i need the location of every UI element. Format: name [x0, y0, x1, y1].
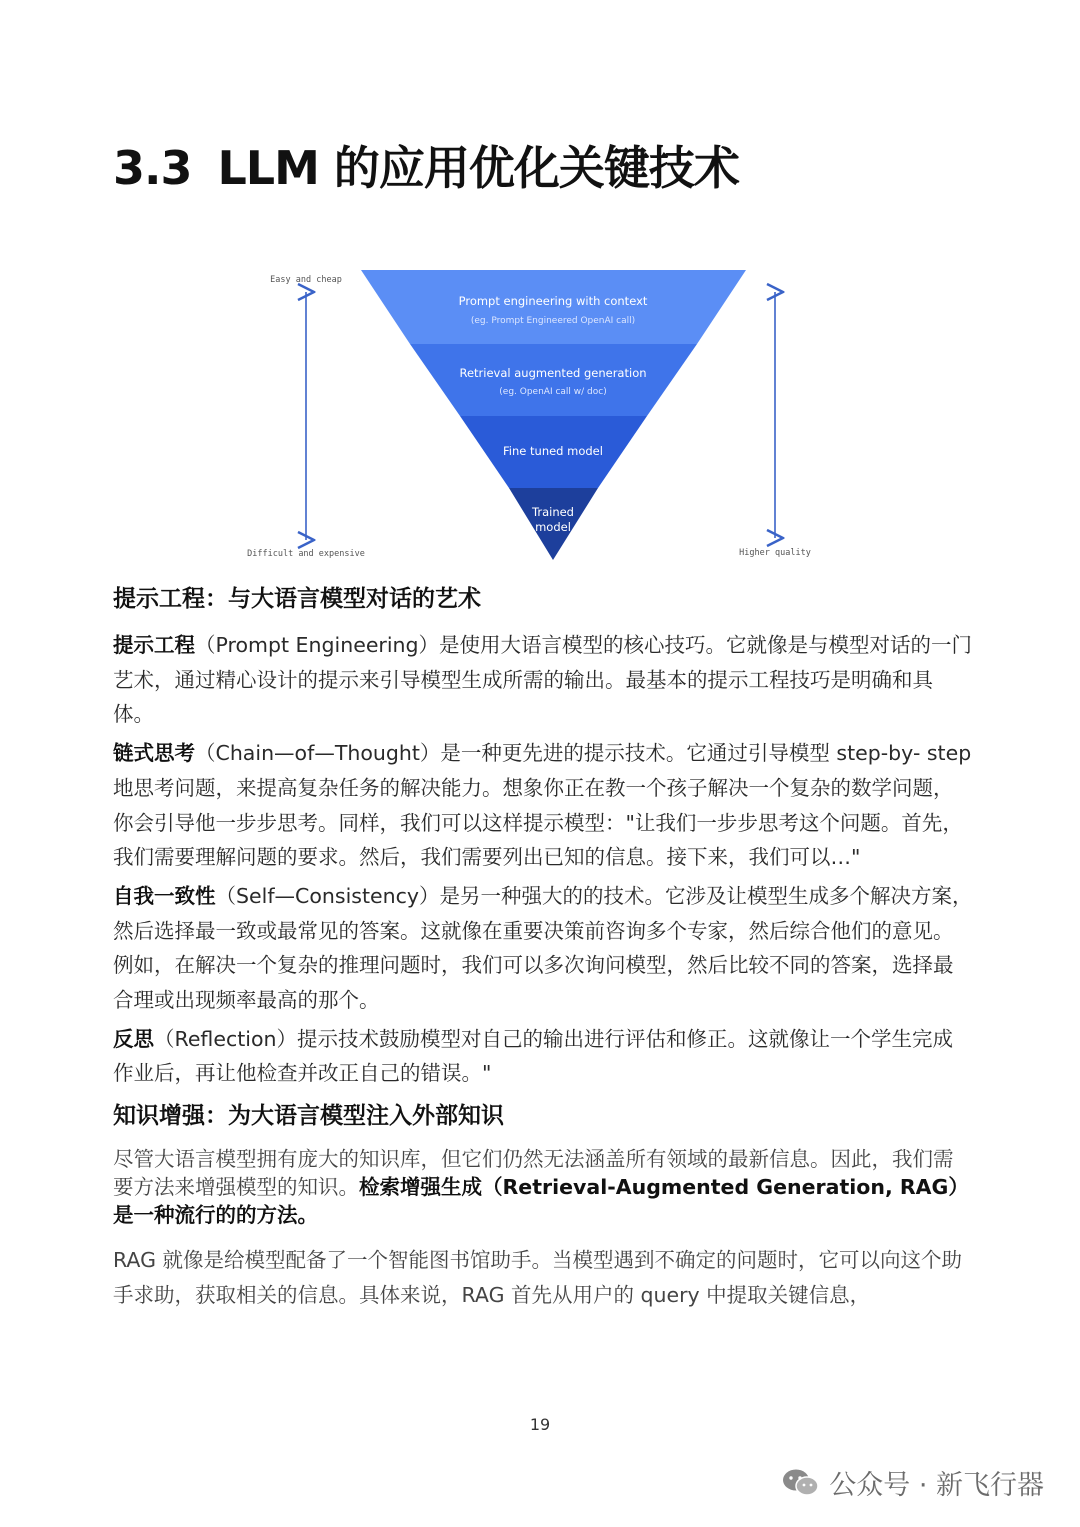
label-higher-quality: Higher quality	[739, 548, 811, 558]
paragraph-chain-of-thought: 链式思考（Chain—of—Thought）是一种更先进的提示技术。它通过引导模型 step-by- step 地思考问题，来提高复杂任务的解决能力。想象你正在教一个孩子解决一个复杂的数学问题，你会引导他一步步思考。同样，我们可以这样提示模型："让我们一步步思考这个问题。首先，我们需要理解问题的要求。然后，我们需要列出已知的信息。接下来，我们可以…"	[113, 741, 972, 870]
paragraph-rag: RAG 就像是给模型配备了一个智能图书馆助手。当模型遇到不确定的问题时，它可以向这个助手求助，获取相关的信息。具体来说，RAG 首先从用户的 query 中提取关键信息，	[113, 1248, 962, 1307]
tier2-subtitle: (eg. OpenAI call w/ doc)	[499, 387, 607, 397]
article-body	[113, 578, 973, 1317]
term-reflection: 反思	[113, 1026, 154, 1051]
section-number: 3.3	[113, 141, 192, 195]
wechat-icon	[781, 1467, 821, 1499]
tier2-title: Retrieval augmented generation	[459, 366, 647, 380]
tier1-subtitle: (eg. Prompt Engineered OpenAI call)	[470, 316, 636, 326]
tier3-title: Fine tuned model	[503, 444, 603, 458]
term-rag: 检索增强生成（Retrieval-Augmented Generation, RAG）是一种流行的的方法。	[113, 1175, 969, 1228]
tier-rag	[410, 344, 697, 416]
label-difficult-expensive: Difficult and expensive	[247, 549, 365, 559]
page-number: 19	[529, 1415, 551, 1434]
paragraph-prompt-engineering: 提示工程（Prompt Engineering）是使用大语言模型的核心技巧。它就像是与模型对话的一门艺术，通过精心设计的提示来引导模型生成所需的输出。最基本的提示工程技巧是明确和具体。	[113, 633, 973, 727]
label-easy-cheap: Easy and cheap	[270, 275, 342, 285]
watermark	[781, 1463, 1044, 1502]
term-self-consistency: 自我一致性	[113, 883, 216, 908]
paragraph-self-consistency: 自我一致性（Self—Consistency）是另一种强大的的技术。它涉及让模型生成多个解决方案，然后选择最一致或最常见的答案。这就像在重要决策前咨询多个专家，然后综合他们的意见。例如，在解决一个复杂的推理问题时，我们可以多次询问模型，然后比较不同的答案，选择最合理或出现频率最高的那个。	[113, 883, 973, 1013]
section1-heading: 提示工程：与大语言模型对话的艺术	[113, 586, 481, 612]
watermark-text: 公众号 · 新飞行器	[829, 1470, 1044, 1501]
term-chain-of-thought: 链式思考	[113, 741, 195, 766]
paragraph-reflection: 反思（Reflection）提示技术鼓励模型对自己的输出进行评估和修正。这就像让一个学生完成作业后，再让他检查并改正自己的错误。"	[113, 1026, 953, 1086]
tier4-subtitle: model	[535, 520, 571, 534]
term-prompt-engineering: 提示工程	[113, 633, 195, 657]
optimization-pyramid-diagram	[0, 0, 1080, 580]
tier4-title: Trained	[532, 505, 574, 519]
paragraph-knowledge-intro: 尽管大语言模型拥有庞大的知识库，但它们仍然无法涵盖所有领域的最新信息。因此，我们需要方法来增强模型的知识。检索增强生成（Retrieval-Augmented Generation, RAG）是一种流行的的方法。	[113, 1147, 969, 1228]
section-title: LLM 的应用优化关键技术	[217, 141, 739, 195]
tier1-title: Prompt engineering with context	[458, 294, 648, 308]
section2-heading: 知识增强：为大语言模型注入外部知识	[113, 1103, 504, 1130]
